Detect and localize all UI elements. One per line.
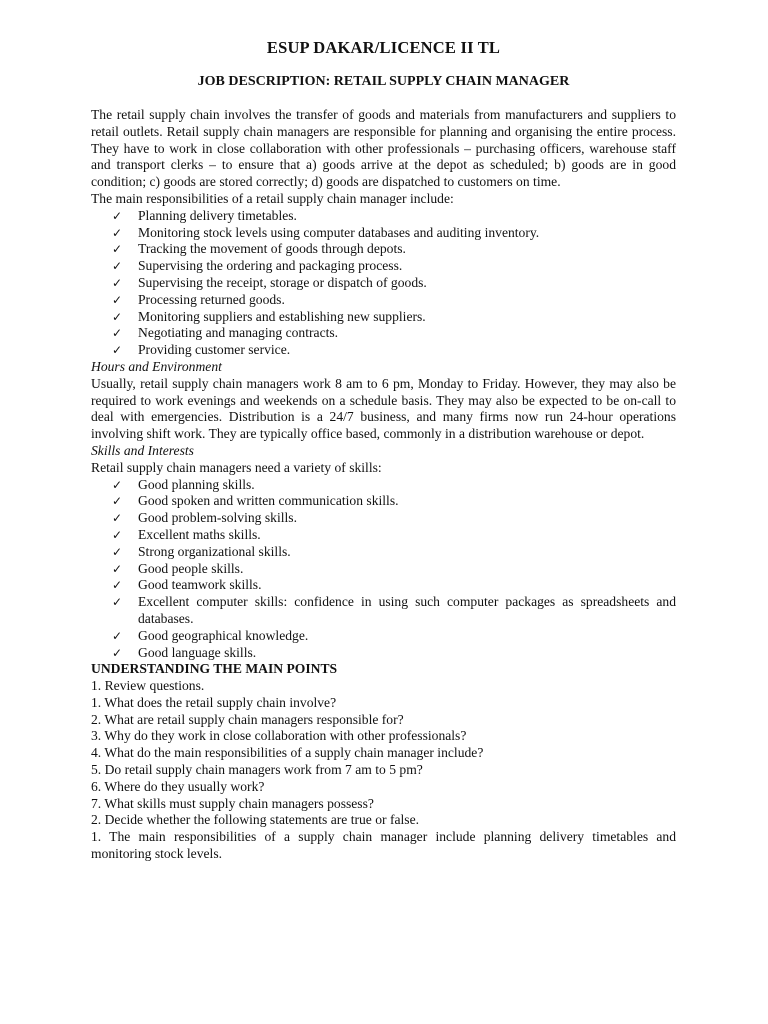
list-item-text: Processing returned goods. xyxy=(138,291,285,307)
list-item-text: Supervising the ordering and packaging process. xyxy=(138,258,403,274)
list-item-text: Providing customer service. xyxy=(138,342,291,358)
question-item: 3. Why do they work in close collaboration with other professionals? xyxy=(91,728,467,744)
intro-paragraph: The retail supply chain involves the transfer of goods and materials from manufacturers and suppliers to retail outlets. Retail supply chain managers are responsible for planning and organising the entire process. They have to work in close collaboration with other professionals – purchasing officers, warehouse staff and transport clerks – to ensure that a) goods arrive at the depot as scheduled; b) goods are in good condition; c) goods are stored correctly; d) goods are dispatched to customers on time. xyxy=(91,107,676,190)
check-icon: ✓ xyxy=(112,527,123,542)
check-icon: ✓ xyxy=(112,259,123,274)
list-item-text: Good geographical knowledge. xyxy=(138,627,309,643)
document-title: ESUP DAKAR/LICENCE II TL xyxy=(266,38,501,57)
list-item-text: Monitoring stock levels using computer databases and auditing inventory. xyxy=(138,224,540,240)
responsibilities-lead: The main responsibilities of a retail supply chain manager include: xyxy=(91,190,454,206)
question-item: 4. What do the main responsibilities of a supply chain manager include? xyxy=(91,745,484,761)
check-icon: ✓ xyxy=(112,326,123,341)
list-item xyxy=(112,241,676,258)
check-icon: ✓ xyxy=(112,275,123,290)
list-item xyxy=(112,527,676,544)
list-item-text: Strong organizational skills. xyxy=(138,543,291,559)
document-subtitle: JOB DESCRIPTION: RETAIL SUPPLY CHAIN MANAGER xyxy=(197,74,570,89)
list-item-text: Good people skills. xyxy=(138,560,244,576)
check-icon: ✓ xyxy=(112,343,123,358)
check-icon: ✓ xyxy=(112,628,123,643)
list-item xyxy=(112,258,676,275)
list-item xyxy=(112,292,676,309)
check-icon: ✓ xyxy=(112,225,123,240)
list-item-text: Good teamwork skills. xyxy=(138,577,262,593)
question-item: 7. What skills must supply chain managers possess? xyxy=(91,795,374,811)
question-item: 6. Where do they usually work? xyxy=(91,778,265,794)
list-item-text: Monitoring suppliers and establishing new suppliers. xyxy=(138,308,426,324)
list-item xyxy=(112,325,676,342)
check-icon: ✓ xyxy=(112,595,123,610)
list-item-text: Good language skills. xyxy=(138,644,257,660)
list-item xyxy=(112,544,676,561)
list-item-text: Good spoken and written communication skills. xyxy=(138,493,399,509)
list-item xyxy=(112,645,676,662)
skills-heading: Skills and Interests xyxy=(91,442,194,458)
check-icon: ✓ xyxy=(112,578,123,593)
list-item-text: Tracking the movement of goods through depots. xyxy=(138,241,406,257)
check-icon: ✓ xyxy=(112,511,123,526)
check-icon: ✓ xyxy=(112,208,123,223)
hours-paragraph: Usually, retail supply chain managers work 8 am to 6 pm, Monday to Friday. However, they may also be required to work evenings and weekends on a schedule basis. They may also be expected to be on-call to deal with emergencies. Distribution is a 24/7 business, and many firms now run 24-hour operations involving shift work. They are typically office based, commonly in a distribution warehouse or depot. xyxy=(91,375,676,442)
true-false-label: 2. Decide whether the following statements are true or false. xyxy=(91,812,420,828)
list-item xyxy=(112,510,676,527)
list-item-text: Excellent maths skills. xyxy=(138,526,261,542)
check-icon: ✓ xyxy=(112,242,123,257)
question-item: 5. Do retail supply chain managers work from 7 am to 5 pm? xyxy=(91,762,423,778)
list-item-text: Planning delivery timetables. xyxy=(138,207,297,223)
list-item xyxy=(112,225,676,242)
list-item xyxy=(112,628,676,645)
skills-list xyxy=(91,477,676,662)
skills-lead: Retail supply chain managers need a variety of skills: xyxy=(91,459,382,475)
question-item: 1. What does the retail supply chain involve? xyxy=(91,694,337,710)
check-icon: ✓ xyxy=(112,292,123,307)
list-item xyxy=(112,561,676,578)
list-item-text: Negotiating and managing contracts. xyxy=(138,325,339,341)
check-icon: ✓ xyxy=(112,477,123,492)
check-icon: ✓ xyxy=(112,645,123,660)
list-item xyxy=(112,594,676,628)
list-item xyxy=(112,342,676,359)
check-icon: ✓ xyxy=(112,309,123,324)
list-item-text: Excellent computer skills: confidence in using such computer packages as spreadsheets and databases. xyxy=(138,594,676,626)
list-item xyxy=(112,208,676,225)
understanding-heading: UNDERSTANDING THE MAIN POINTS xyxy=(91,661,338,677)
list-item xyxy=(112,309,676,326)
list-item xyxy=(112,275,676,292)
check-icon: ✓ xyxy=(112,544,123,559)
list-item xyxy=(112,477,676,494)
list-item-text: Supervising the receipt, storage or dispatch of goods. xyxy=(138,274,427,290)
check-icon: ✓ xyxy=(112,494,123,509)
responsibilities-list xyxy=(91,208,676,359)
hours-heading: Hours and Environment xyxy=(91,358,222,374)
check-icon: ✓ xyxy=(112,561,123,576)
question-item: 2. What are retail supply chain managers responsible for? xyxy=(91,711,404,727)
list-item-text: Good planning skills. xyxy=(138,476,255,492)
list-item xyxy=(112,577,676,594)
statement-item: 1. The main responsibilities of a supply chain manager include planning delivery timetables and monitoring stock levels. xyxy=(91,829,676,862)
review-questions-label: 1. Review questions. xyxy=(91,678,205,694)
list-item xyxy=(112,493,676,510)
list-item-text: Good problem-solving skills. xyxy=(138,510,297,526)
